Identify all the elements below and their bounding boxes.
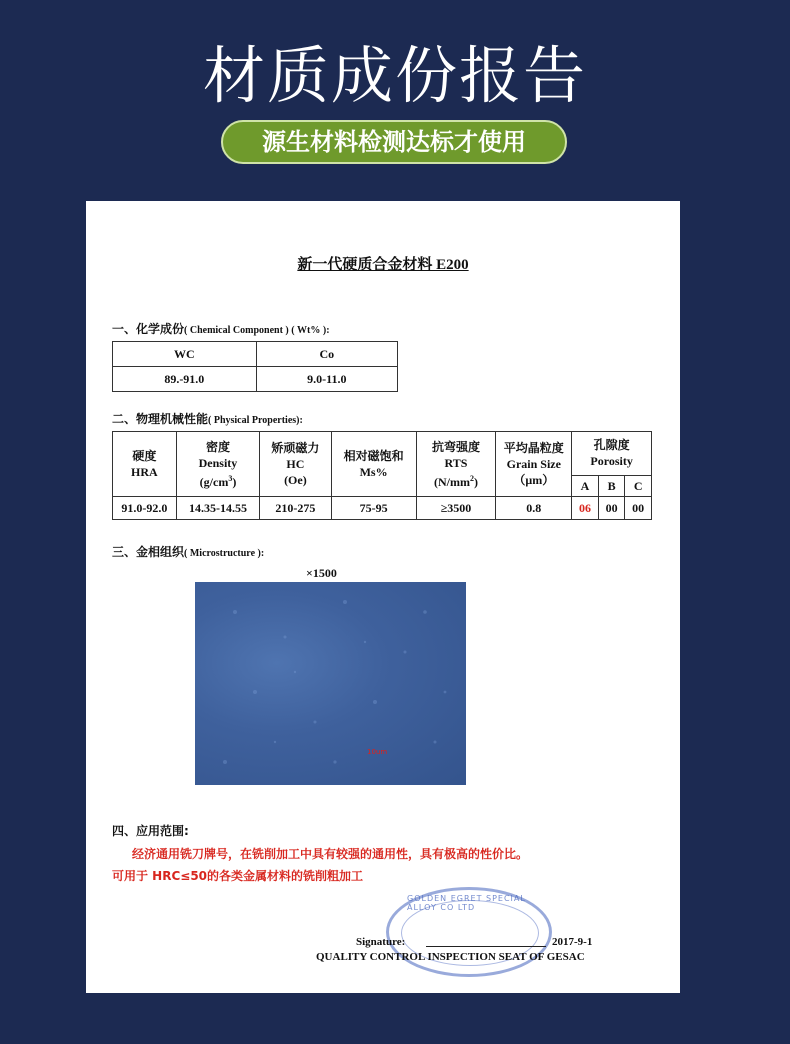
col-porosity-header [572,432,652,476]
col-grain-header [496,432,572,497]
application-line-2: 可用于 HRC≤50的各类金属材料的铣削粗加工 [112,869,364,883]
rts-en: RTS [444,455,468,470]
density-cn: 密度 [205,439,230,454]
signature-line [426,946,546,947]
section-chemical-label-en: ( Chemical Component ) ( Wt% ): [184,325,330,336]
col-density-header [176,432,259,497]
section-physical-label: 二、物理机械性能 [112,412,209,426]
value-porosity-c: 00 [625,497,652,520]
value-coercivity: 210-275 [260,497,331,520]
rts-unit: $(N/mm^2)$ [434,473,478,489]
section-micro-label-en: ( Microstructure ): [184,548,265,559]
signature-date: 2017-9-1 [552,936,593,948]
value-porosity-a: 06 [572,497,599,520]
section-application-heading: 四、应用范围: [112,824,189,838]
document-title: 新一代硬质合金材料 E200 [297,257,469,273]
coercivity-unit: (Oe) [284,473,307,487]
magnification-label: ×1500 [306,566,337,580]
physical-table [112,431,652,520]
porosity-cn: 孔隙度 [593,438,630,453]
value-porosity-b: 00 [598,497,625,520]
coercivity-en: HC [286,457,305,471]
hardness-cn: 硬度 [132,449,157,463]
coercivity-cn: 矫顽磁力 [271,441,320,455]
chem-header-wc: WC [113,342,257,367]
porosity-en: Porosity [590,454,633,469]
hardness-en: HRA [131,465,158,479]
magnetic-cn: 相对磁饱和 [343,449,404,463]
chem-value-co: 9.0-11.0 [256,367,397,392]
col-hardness-header [113,432,177,497]
section-chemical-heading [112,320,330,337]
company-seal-text: GOLDEN EGRET SPECIAL ALLOY CO LTD [407,894,526,912]
section-chemical-label: 一、化学成份 [112,322,185,336]
value-hardness: 91.0-92.0 [113,497,177,520]
col-rts-header [416,432,496,497]
application-line-1: 经济通用铣刀牌号，在铣削加工中具有较强的通用性，具有极高的性价比。 [132,847,529,861]
value-grain: 0.8 [496,497,572,520]
porosity-sub-b: B [598,475,625,496]
value-magnetic: 75-95 [331,497,416,520]
grain-unit: （μm） [513,473,555,487]
section-micro-heading [112,543,264,560]
porosity-sub-a: A [572,475,599,496]
quality-control-text: QUALITY CONTROL INSPECTION SEAT OF GESAC [316,951,585,963]
chem-header-co: Co [256,342,397,367]
page-title: 材质成份报告 [202,39,587,112]
scale-bar-label: 10um [367,748,388,756]
value-density: 14.35-14.55 [176,497,259,520]
report-sheet [86,201,680,993]
porosity-sub-c: C [625,475,652,496]
subtitle-badge: 源生材料检测达标才使用 [221,120,567,164]
chem-value-wc: 89.-91.0 [113,367,257,392]
col-coercivity-header [260,432,331,497]
rts-cn: 抗弯强度 [431,439,480,454]
value-rts: ≥3500 [416,497,496,520]
grain-en: Grain Size [506,457,561,471]
section-micro-label: 三、金相组织 [112,545,185,559]
microstructure-image [195,582,466,785]
section-physical-label-en: ( Physical Properties): [208,415,303,426]
section-physical-heading [112,410,303,427]
signature-label: Signature: [356,936,406,948]
microstructure-texture [195,582,466,785]
density-unit: $(g/cm^3)$ [199,473,237,489]
company-seal [386,887,552,977]
col-magnetic-header [331,432,416,497]
density-en: Density [198,455,238,470]
grain-cn: 平均晶粒度 [503,441,564,455]
magnetic-en: Ms% [359,465,388,479]
chemical-table [112,341,398,392]
